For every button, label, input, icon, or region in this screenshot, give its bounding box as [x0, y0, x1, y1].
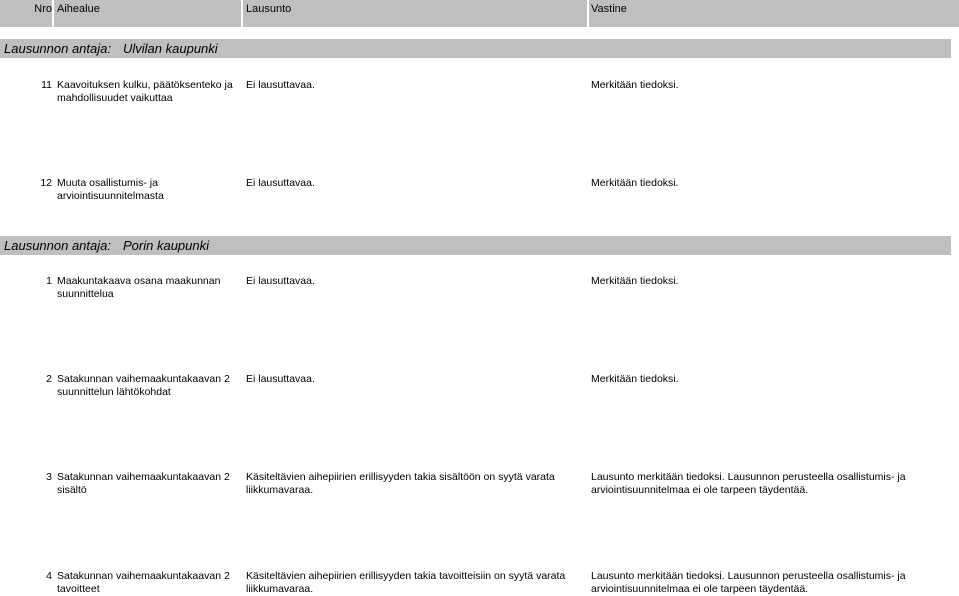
row-aihealue: Kaavoituksen kulku, päätöksenteko ja mahdollisuudet vaikuttaa [57, 79, 233, 104]
header-aihealue: Aihealue [54, 0, 241, 27]
section-name: Porin kaupunki [123, 238, 209, 253]
row-nro: 1 [46, 275, 52, 287]
row-lausunto: Käsiteltävien aihepiirien erillisyyden takia sisältöön on syytä varata liikkumavaraa. [246, 471, 555, 496]
row-nro: 3 [46, 471, 52, 483]
row-vastine: Lausunto merkitään tiedoksi. Lausunnon perusteella osallistumis- ja arviointisuunnitelmaa ei ole tarpeen täydentää. [591, 471, 906, 496]
section-name: Ulvilan kaupunki [123, 41, 218, 56]
header-lausunto: Lausunto [243, 0, 587, 27]
row-nro: 4 [46, 570, 52, 582]
row-nro: 12 [40, 177, 52, 189]
row-aihealue: Muuta osallistumis- ja arviointisuunnitelmasta [57, 177, 164, 202]
row-aihealue: Satakunnan vaihemaakuntakaavan 2 sisältö [57, 471, 230, 496]
row-vastine: Merkitään tiedoksi. [591, 79, 679, 91]
row-vastine: Merkitään tiedoksi. [591, 275, 679, 287]
section-header-ulvila [0, 39, 951, 58]
row-lausunto: Ei lausuttavaa. [246, 177, 315, 189]
section-label: Lausunnon antaja: [4, 238, 111, 253]
row-lausunto: Ei lausuttavaa. [246, 79, 315, 91]
row-lausunto: Ei lausuttavaa. [246, 373, 315, 385]
row-nro: 2 [46, 373, 52, 385]
row-vastine: Merkitään tiedoksi. [591, 373, 679, 385]
row-aihealue: Maakuntakaava osana maakunnan suunnittelua [57, 275, 221, 300]
table-header [0, 0, 959, 27]
row-vastine: Lausunto merkitään tiedoksi. Lausunnon perusteella osallistumis- ja arviointisuunnitelmaa ei ole tarpeen täydentää. [591, 570, 906, 595]
header-vastine: Vastine [589, 0, 959, 27]
row-nro: 11 [41, 79, 52, 91]
row-aihealue: Satakunnan vaihemaakuntakaavan 2 tavoitteet [57, 570, 230, 595]
header-nro: Nro [0, 0, 52, 27]
row-lausunto: Käsiteltävien aihepiirien erillisyyden takia tavoitteisiin on syytä varata liikkumavaraa. [246, 570, 566, 595]
section-label: Lausunnon antaja: [4, 41, 111, 56]
row-aihealue: Satakunnan vaihemaakuntakaavan 2 suunnittelun lähtökohdat [57, 373, 230, 398]
row-vastine: Merkitään tiedoksi. [591, 177, 679, 189]
section-header-pori [0, 236, 951, 255]
row-lausunto: Ei lausuttavaa. [246, 275, 315, 287]
